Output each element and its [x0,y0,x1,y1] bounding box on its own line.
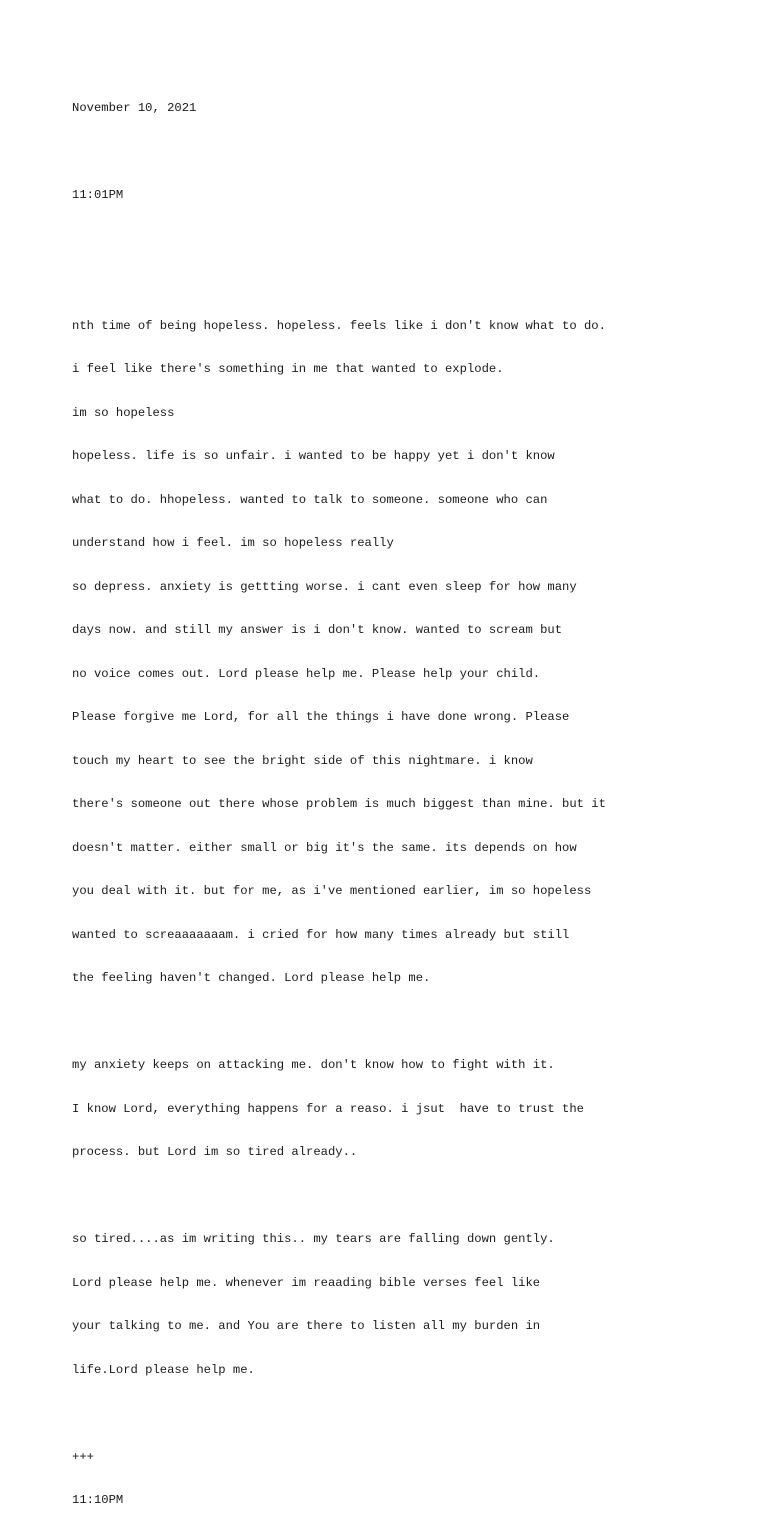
paragraph-1-line: hopeless. life is so unfair. i wanted to be happy yet i don't know [72,449,555,463]
paragraph-1-line: days now. and still my answer is i don't know. wanted to scream but [72,623,563,637]
paragraph-1-line: wanted to screaaaaaaam. i cried for how many times already but still [72,927,570,942]
paragraph-1-line: what to do. hhopeless. wanted to talk to someone. someone who can [72,492,548,507]
paragraph-1-line: doesn't matter. either small or big it's the same. its depends on how [72,840,577,855]
paragraph-1-line: there's someone out there whose problem is much biggest than mine. but it [72,797,606,811]
paragraph-2-line: I know Lord, everything happens for a reaso. i jsut have to trust the [72,1101,584,1116]
paragraph-1-line: so depress. anxiety is gettting worse. i cant even sleep for how many [72,579,577,594]
paragraph-1-line: the feeling haven't changed. Lord please help me. [72,971,431,985]
paragraph-3-line: so tired....as im writing this.. my tears are falling down gently. [72,1232,555,1246]
journal-entry [72,72,752,1537]
entry-date: November 10, 2021 [72,101,197,115]
paragraph-1-line: no voice comes out. Lord please help me. Please help your child. [72,666,541,681]
paragraph-1-line: Please forgive me Lord, for all the things i have done wrong. Please [72,710,570,724]
paragraph-1-line: i feel like there's something in me that wanted to explode. [72,362,504,376]
entry-start-time: 11:01PM [72,188,124,202]
paragraph-1-line: touch my heart to see the bright side of this nightmare. i know [72,753,533,768]
paragraph-1-line: nth time of being hopeless. hopeless. feels like i don't know what to do. [72,318,606,333]
paragraph-2-line: my anxiety keeps on attacking me. don't know how to fight with it. [72,1058,555,1072]
paragraph-3-line: Lord please help me. whenever im reaading bible verses feel like [72,1275,541,1290]
paragraph-3-line: your talking to me. and You are there to listen all my burden in [72,1319,541,1333]
paragraph-1-line: im so hopeless [72,405,175,420]
entry-end-time: 11:10PM [72,1493,124,1507]
paragraph-3-line: life.Lord please help me. [72,1362,255,1377]
separator: +++ [72,1449,94,1464]
paragraph-2-line: process. but Lord im so tired already.. [72,1145,358,1159]
paragraph-1-line: you deal with it. but for me, as i've mentioned earlier, im so hopeless [72,884,592,898]
paragraph-1-line: understand how i feel. im so hopeless really [72,536,394,550]
